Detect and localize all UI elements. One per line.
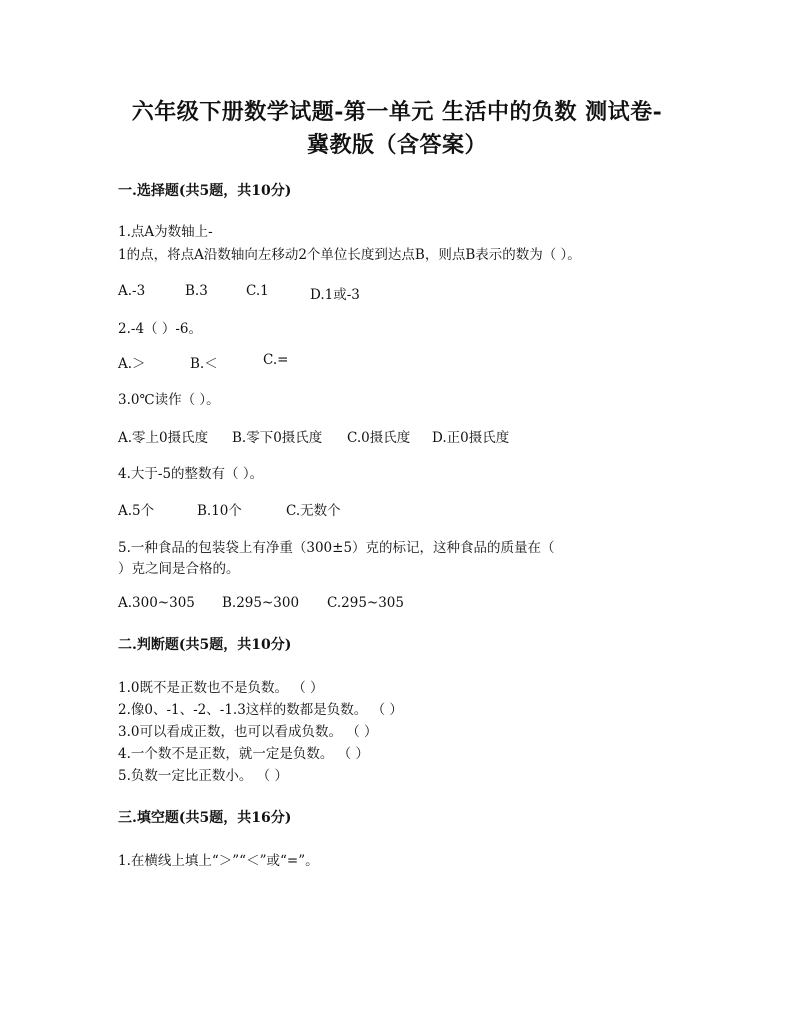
- question-5-option-a: A.300~305: [118, 595, 195, 611]
- question-4-option-c: C.无数个: [286, 503, 341, 519]
- judgement-item-5: 5.负数一定比正数小。 （ ）: [118, 768, 288, 784]
- question-1-option-a: A.-3: [118, 283, 146, 299]
- question-4-option-b: B.10个: [197, 503, 242, 519]
- question-3-option-d: D.正0摄氏度: [432, 430, 510, 446]
- question-3-option-a: A.零上0摄氏度: [118, 430, 209, 446]
- question-1-line-1: 1.点A为数轴上-: [118, 224, 213, 240]
- section-heading-judgement: 二.判断题(共5题，共10分): [118, 637, 292, 653]
- question-2-option-c: C.=: [263, 352, 289, 368]
- question-3-stem: 3.0℃读作（ ）。: [118, 392, 220, 408]
- page-title-line-2: 冀教版（含答案）: [306, 132, 487, 158]
- question-5-line-1: 5.一种食品的包装袋上有净重（300±5）克的标记，这种食品的质量在（: [118, 540, 555, 556]
- judgement-item-4: 4.一个数不是正数，就一定是负数。 （ ）: [118, 746, 369, 762]
- section-heading-fill-blank: 三.填空题(共5题，共16分): [118, 810, 292, 826]
- question-4-stem: 4.大于-5的整数有（ ）。: [118, 466, 264, 482]
- question-1-option-c: C.1: [246, 283, 269, 299]
- question-5-option-c: C.295~305: [327, 595, 404, 611]
- judgement-item-1: 1.0既不是正数也不是负数。 （ ）: [118, 680, 324, 696]
- question-1-option-b: B.3: [185, 283, 208, 299]
- question-3-option-b: B.零下0摄氏度: [232, 430, 323, 446]
- question-2-option-b: B.＜: [190, 356, 218, 372]
- question-2-option-a: A.＞: [118, 356, 146, 372]
- fill-blank-question-1: 1.在横线上填上“＞”“＜”或“=”。: [118, 853, 319, 869]
- page-title-line-1: 六年级下册数学试题-第一单元 生活中的负数 测试卷-: [131, 99, 663, 125]
- judgement-item-2: 2.像0、-1、-2、-1.3这样的数都是负数。 （ ）: [118, 702, 403, 718]
- question-5-line-2: ）克之间是合格的。: [118, 561, 240, 577]
- question-4-option-a: A.5个: [118, 503, 155, 519]
- question-5-option-b: B.295~300: [222, 595, 300, 611]
- question-1-option-d: D.1或-3: [310, 287, 360, 303]
- question-3-option-c: C.0摄氏度: [347, 430, 411, 446]
- section-heading-choice: 一.选择题(共5题，共10分): [118, 183, 292, 199]
- question-1-line-2: 1的点，将点A沿数轴向左移动2个单位长度到达点B，则点B表示的数为（ ）。: [118, 247, 581, 263]
- judgement-item-3: 3.0可以看成正数，也可以看成负数。 （ ）: [118, 724, 378, 740]
- question-2-stem: 2.-4（ ）-6。: [118, 321, 202, 337]
